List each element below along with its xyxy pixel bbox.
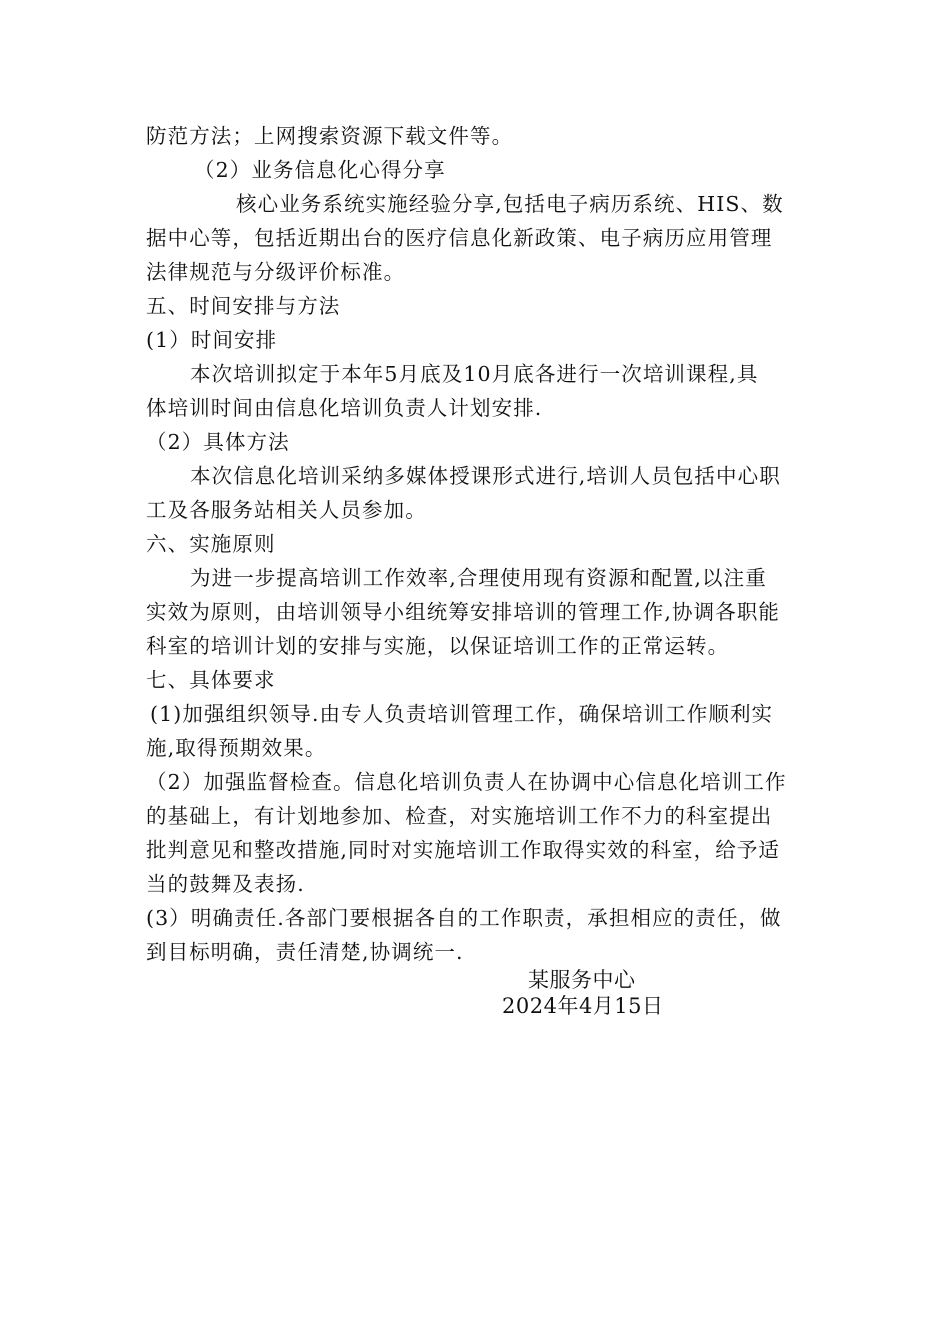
paragraph-line: 施,取得预期效果。 xyxy=(146,736,327,760)
text-line: 防范方法；上网搜索资源下载文件等。 xyxy=(146,124,514,148)
signature-organization: 某服务中心 xyxy=(528,968,636,992)
paragraph-line: 当的鼓舞及表扬. xyxy=(146,872,305,896)
paragraph-line: 的基础上，有计划地参加、检查，对实施培训工作不力的科室提出 xyxy=(146,804,773,828)
section-heading: 七、具体要求 xyxy=(146,668,276,692)
subsection-heading: (1）时间安排 xyxy=(146,328,278,352)
paragraph-line: 法律规范与分级评价标准。 xyxy=(146,260,406,284)
paragraph-line: (3）明确责任.各部门要根据各自的工作职责，承担相应的责任，做 xyxy=(146,906,782,930)
paragraph-line: （2）加强监督检查。信息化培训负责人在协调中心信息化培训工作 xyxy=(146,770,787,794)
paragraph-line: 据中心等，包括近期出台的医疗信息化新政策、电子病历应用管理 xyxy=(146,226,773,250)
signature-date: 2024年4月15日 xyxy=(502,994,664,1018)
subsection-heading: （2）具体方法 xyxy=(146,430,290,454)
paragraph-line: (1)加强组织领导.由专人负责培训管理工作，确保培训工作顺利实 xyxy=(150,702,774,726)
paragraph-line: 本次信息化培训采纳多媒体授课形式进行,培训人员包括中心职 xyxy=(190,464,781,488)
paragraph-line: 到目标明确，责任清楚,协调统一. xyxy=(146,940,464,964)
paragraph-line: 体培训时间由信息化培训负责人计划安排. xyxy=(146,396,543,420)
section-heading: 五、时间安排与方法 xyxy=(146,294,341,318)
paragraph-line: 核心业务系统实施经验分享,包括电子病历系统、HIS、数 xyxy=(236,192,784,216)
section-heading: 六、实施原则 xyxy=(146,532,276,556)
paragraph-line: 本次培训拟定于本年5月底及10月底各进行一次培训课程,具 xyxy=(190,362,759,386)
paragraph-line: 科室的培训计划的安排与实施，以保证培训工作的正常运转。 xyxy=(146,634,730,658)
paragraph-line: 为进一步提高培训工作效率,合理使用现有资源和配置,以注重 xyxy=(190,566,767,590)
paragraph-line: 实效为原则，由培训领导小组统筹安排培训的管理工作,协调各职能 xyxy=(146,600,781,624)
paragraph-line: 批判意见和整改措施,同时对实施培训工作取得实效的科室，给予适 xyxy=(146,838,781,862)
paragraph-line: 工及各服务站相关人员参加。 xyxy=(146,498,427,522)
subsection-heading: （2）业务信息化心得分享 xyxy=(194,158,446,182)
